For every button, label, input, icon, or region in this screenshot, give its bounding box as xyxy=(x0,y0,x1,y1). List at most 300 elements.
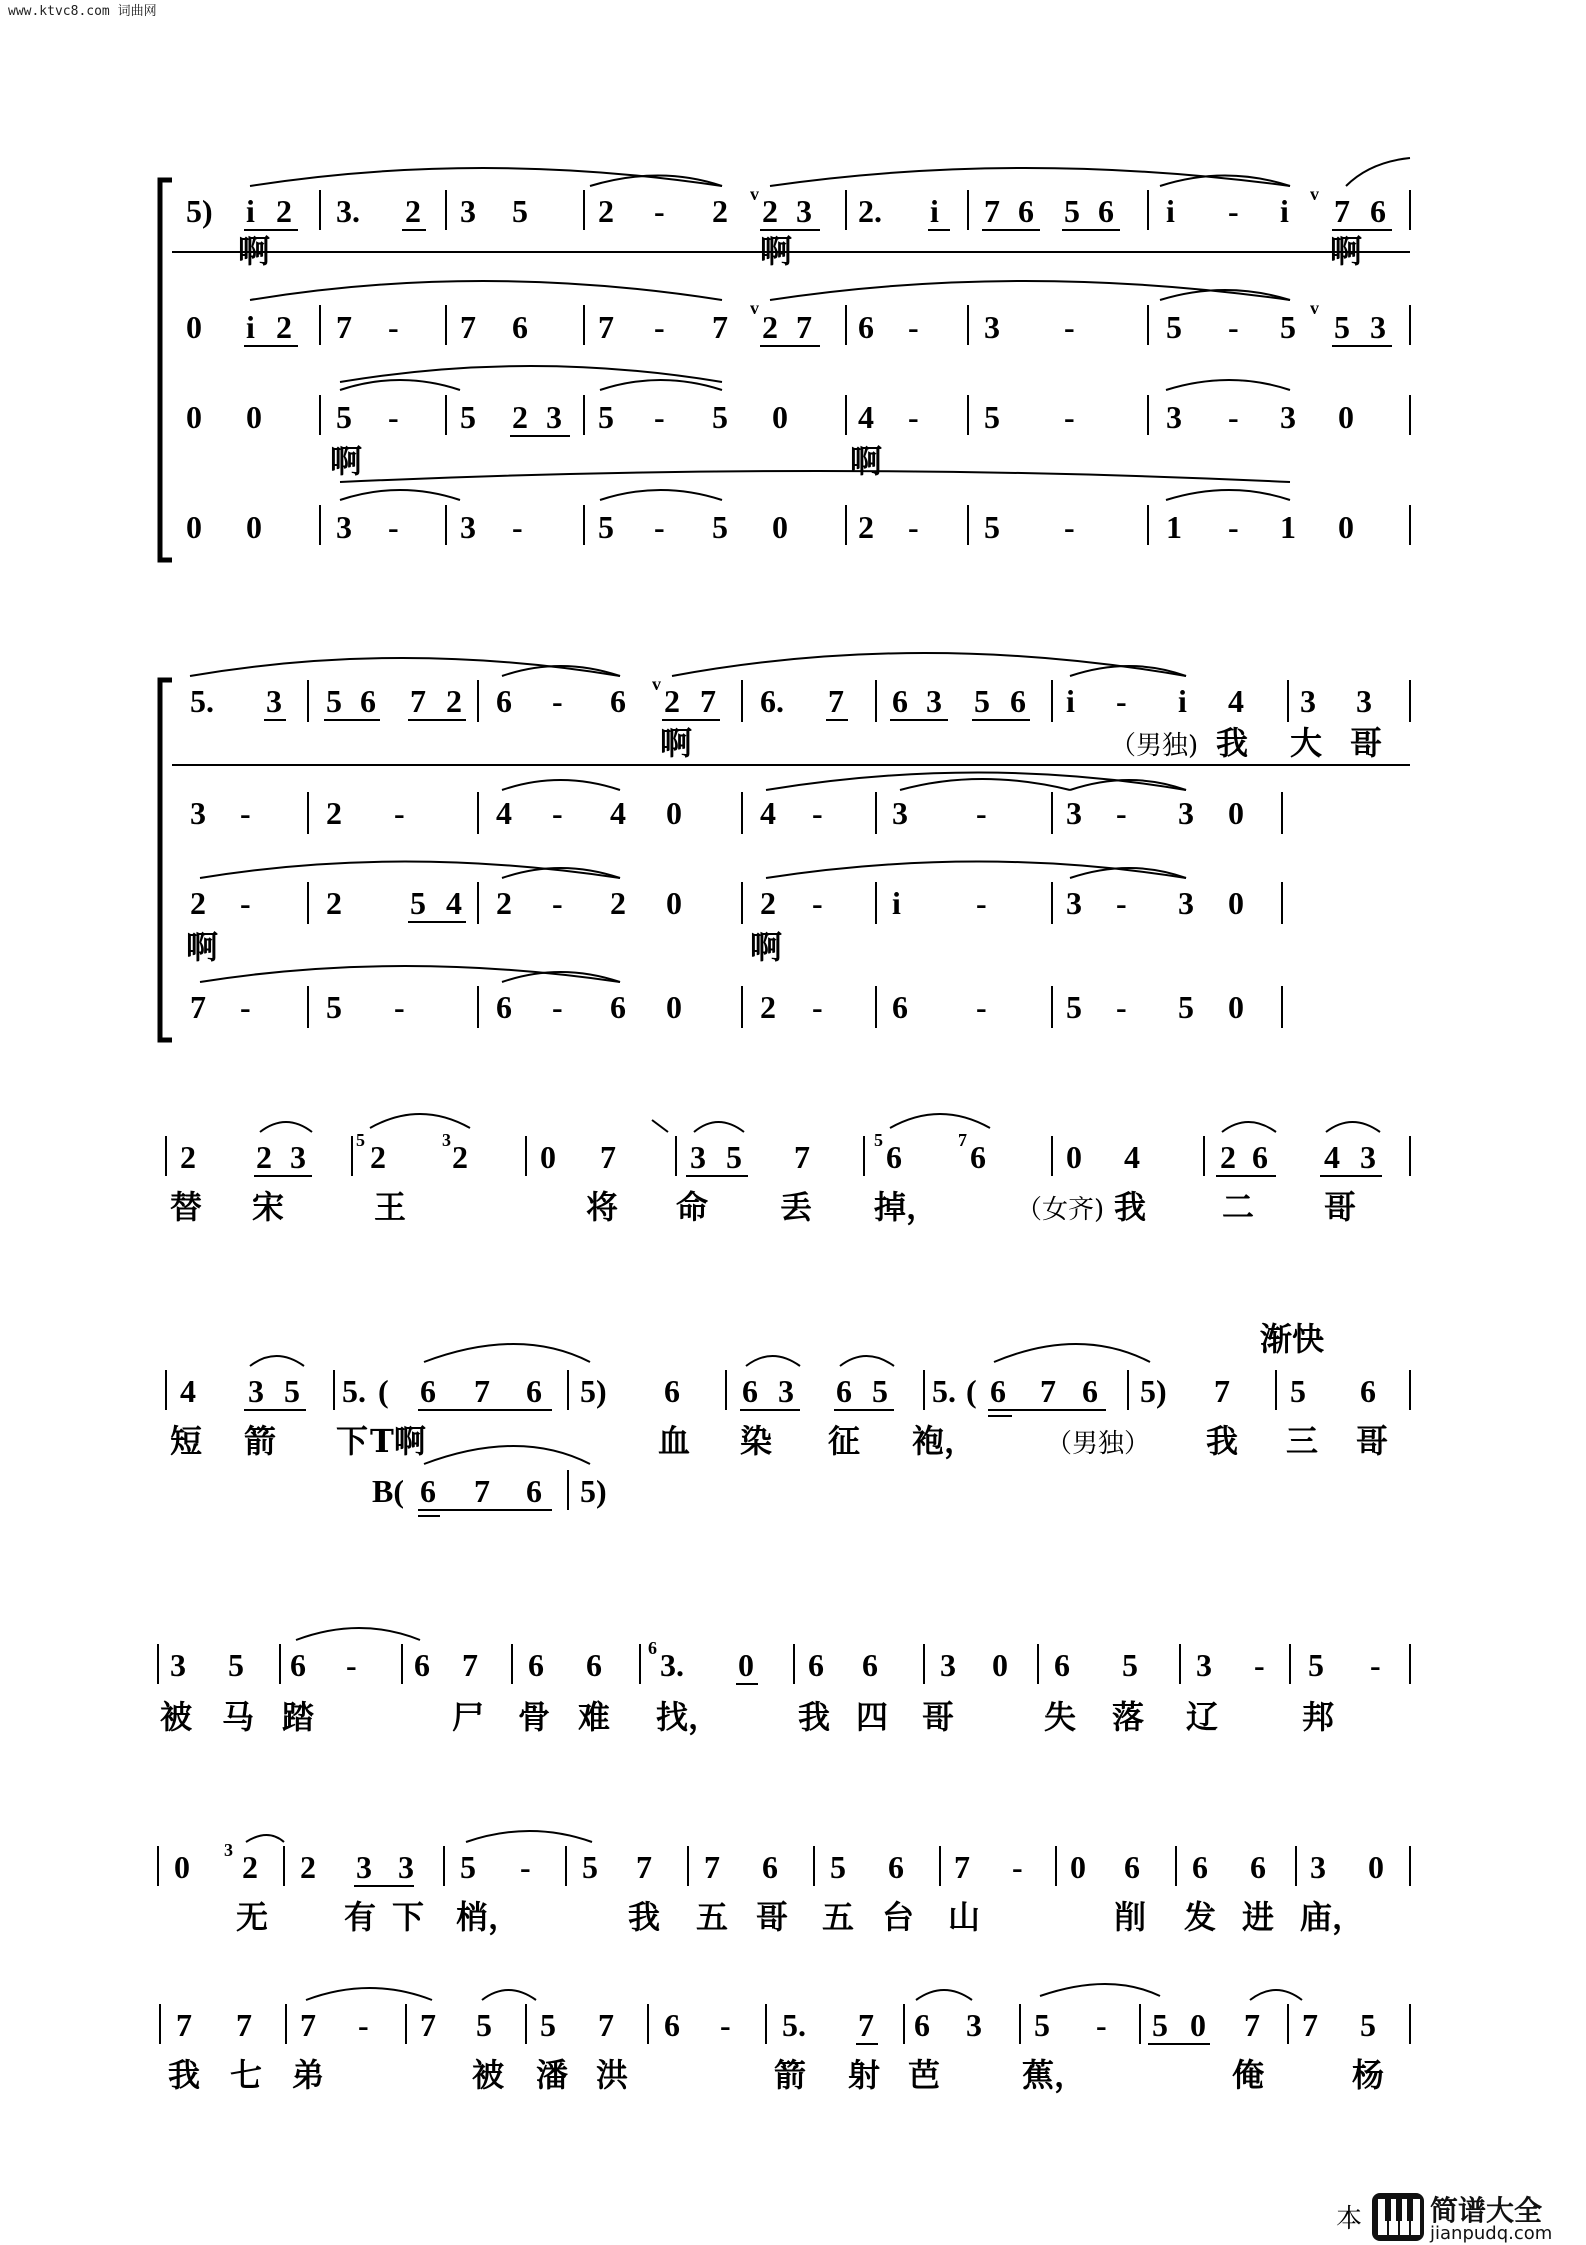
svg-text:-: - xyxy=(388,509,399,545)
svg-text:2: 2 xyxy=(858,509,874,545)
svg-text:7: 7 xyxy=(598,309,614,345)
svg-text:0: 0 xyxy=(666,885,682,921)
svg-text:6: 6 xyxy=(1098,193,1114,229)
svg-text:3: 3 xyxy=(1310,1849,1326,1885)
svg-text:0: 0 xyxy=(666,989,682,1025)
svg-text:-: - xyxy=(976,885,987,921)
svg-text:-: - xyxy=(240,885,251,921)
svg-text:2: 2 xyxy=(760,989,776,1025)
svg-text:箭: 箭 xyxy=(244,1422,277,1460)
svg-text:0: 0 xyxy=(540,1139,556,1175)
svg-text:6: 6 xyxy=(1124,1849,1140,1885)
svg-text:1: 1 xyxy=(1280,509,1296,545)
svg-text:5: 5 xyxy=(410,885,426,921)
svg-text:我: 我 xyxy=(1114,1188,1147,1226)
svg-text:-: - xyxy=(1012,1849,1023,1885)
svg-text:（男独): （男独) xyxy=(1110,731,1199,761)
svg-text:0: 0 xyxy=(246,399,262,435)
svg-text:3: 3 xyxy=(460,193,476,229)
svg-text:三: 三 xyxy=(1286,1422,1319,1460)
svg-text:3: 3 xyxy=(290,1139,306,1175)
svg-text:2: 2 xyxy=(256,1139,272,1175)
svg-text:7: 7 xyxy=(984,193,1000,229)
svg-text:6: 6 xyxy=(858,309,874,345)
svg-text:杨: 杨 xyxy=(1352,2056,1385,2094)
svg-text:5): 5) xyxy=(1140,1373,1167,1409)
svg-text:哥: 哥 xyxy=(756,1898,789,1936)
svg-text:蕉，: 蕉， xyxy=(1022,2056,1087,2094)
svg-text:-: - xyxy=(812,795,823,831)
svg-text:3: 3 xyxy=(460,509,476,545)
line-7 xyxy=(160,1984,1410,2094)
svg-text:0: 0 xyxy=(1228,989,1244,1025)
svg-text:0: 0 xyxy=(186,509,202,545)
svg-text:6: 6 xyxy=(762,1849,778,1885)
svg-text:5: 5 xyxy=(598,399,614,435)
svg-text:7: 7 xyxy=(236,2007,252,2043)
svg-text:0: 0 xyxy=(772,399,788,435)
svg-text:7: 7 xyxy=(858,2007,874,2043)
svg-text:啊: 啊 xyxy=(238,232,271,270)
svg-text:7: 7 xyxy=(600,1139,616,1175)
svg-text:7: 7 xyxy=(474,1373,490,1409)
svg-text:3: 3 xyxy=(1166,399,1182,435)
svg-text:0: 0 xyxy=(738,1647,754,1683)
svg-text:2: 2 xyxy=(190,885,206,921)
svg-text:征: 征 xyxy=(828,1422,861,1460)
svg-text:3: 3 xyxy=(356,1849,372,1885)
svg-text:6: 6 xyxy=(1360,1373,1376,1409)
svg-text:0: 0 xyxy=(1228,885,1244,921)
svg-text:我: 我 xyxy=(1216,724,1249,762)
svg-text:落: 落 xyxy=(1112,1698,1145,1736)
svg-text:（男独）: （男独） xyxy=(1046,1429,1151,1459)
svg-text:3: 3 xyxy=(1370,309,1386,345)
svg-text:6: 6 xyxy=(1054,1647,1070,1683)
svg-text:6: 6 xyxy=(648,1638,657,1658)
svg-text:啊: 啊 xyxy=(760,232,793,270)
svg-text:-: - xyxy=(654,193,665,229)
svg-text:7: 7 xyxy=(794,1139,810,1175)
system-2 xyxy=(172,653,1410,1028)
svg-text:6: 6 xyxy=(1250,1849,1266,1885)
svg-text:-: - xyxy=(1228,399,1239,435)
svg-text:-: - xyxy=(1096,2007,1107,2043)
svg-text:5: 5 xyxy=(974,683,990,719)
svg-text:6: 6 xyxy=(990,1373,1006,1409)
svg-text:-: - xyxy=(812,989,823,1025)
svg-text:难: 难 xyxy=(578,1698,611,1736)
svg-text:i: i xyxy=(892,885,901,921)
svg-text:-: - xyxy=(908,309,919,345)
svg-text:6: 6 xyxy=(610,989,626,1025)
svg-text:B(: B( xyxy=(372,1473,404,1509)
svg-text:5: 5 xyxy=(1290,1373,1306,1409)
svg-text:3: 3 xyxy=(966,2007,982,2043)
svg-text:4: 4 xyxy=(496,795,512,831)
svg-text:无: 无 xyxy=(236,1898,269,1936)
svg-text:2: 2 xyxy=(326,795,342,831)
svg-text:3: 3 xyxy=(926,683,942,719)
svg-text:v: v xyxy=(1310,298,1319,318)
svg-text:2: 2 xyxy=(1220,1139,1236,1175)
svg-text:2: 2 xyxy=(276,193,292,229)
svg-text:5): 5) xyxy=(186,193,213,229)
svg-text:被: 被 xyxy=(472,2056,505,2094)
svg-text:下: 下 xyxy=(392,1898,425,1936)
svg-text:(: ( xyxy=(378,1373,389,1409)
svg-text:3: 3 xyxy=(224,1840,233,1860)
svg-text:5: 5 xyxy=(326,683,342,719)
svg-text:-: - xyxy=(388,309,399,345)
svg-text:0: 0 xyxy=(772,509,788,545)
svg-text:进: 进 xyxy=(1242,1898,1275,1936)
svg-text:-: - xyxy=(812,885,823,921)
svg-text:-: - xyxy=(1116,885,1127,921)
svg-text:6: 6 xyxy=(892,989,908,1025)
svg-text:6: 6 xyxy=(1192,1849,1208,1885)
svg-text:0: 0 xyxy=(1338,509,1354,545)
svg-text:5: 5 xyxy=(460,399,476,435)
svg-text:-: - xyxy=(1228,309,1239,345)
svg-text:6: 6 xyxy=(610,683,626,719)
svg-text:2: 2 xyxy=(610,885,626,921)
svg-text:3: 3 xyxy=(1356,683,1372,719)
svg-text:7: 7 xyxy=(1334,193,1350,229)
svg-text:2: 2 xyxy=(300,1849,316,1885)
system-1 xyxy=(172,158,1410,545)
svg-text:芭: 芭 xyxy=(908,2056,941,2094)
svg-text:我: 我 xyxy=(798,1698,831,1736)
piano-icon xyxy=(1370,2189,1426,2245)
svg-text:5: 5 xyxy=(712,399,728,435)
svg-text:-: - xyxy=(1370,1647,1381,1683)
svg-text:5.: 5. xyxy=(932,1373,956,1409)
svg-text:0: 0 xyxy=(1066,1139,1082,1175)
svg-text:0: 0 xyxy=(186,309,202,345)
svg-text:啊: 啊 xyxy=(186,928,219,966)
svg-text:2: 2 xyxy=(496,885,512,921)
svg-text:-: - xyxy=(394,795,405,831)
svg-text:山: 山 xyxy=(948,1898,981,1936)
svg-text:5: 5 xyxy=(512,193,528,229)
svg-text:宋: 宋 xyxy=(252,1188,285,1226)
svg-text:v: v xyxy=(750,298,759,318)
svg-text:6: 6 xyxy=(512,309,528,345)
svg-text:7: 7 xyxy=(828,683,844,719)
svg-text:T啊: T啊 xyxy=(370,1422,426,1460)
svg-text:5: 5 xyxy=(726,1139,742,1175)
page-number: 本 xyxy=(1336,2204,1363,2234)
svg-text:5: 5 xyxy=(326,989,342,1025)
svg-text:-: - xyxy=(520,1849,531,1885)
svg-text:七: 七 xyxy=(230,2056,263,2094)
svg-text:3: 3 xyxy=(892,795,908,831)
svg-text:潘: 潘 xyxy=(536,2056,569,2094)
svg-text:2: 2 xyxy=(760,885,776,921)
svg-text:-: - xyxy=(908,399,919,435)
svg-text:6: 6 xyxy=(528,1647,544,1683)
svg-text:（女齐): （女齐) xyxy=(1016,1195,1105,1225)
svg-text:袍，: 袍， xyxy=(912,1422,977,1460)
svg-text:7: 7 xyxy=(1214,1373,1230,1409)
svg-text:7: 7 xyxy=(598,2007,614,2043)
svg-text:6: 6 xyxy=(414,1647,430,1683)
svg-text:哥: 哥 xyxy=(1356,1422,1389,1460)
svg-text:5): 5) xyxy=(580,1473,607,1509)
svg-text:削: 削 xyxy=(1114,1898,1147,1936)
svg-text:5: 5 xyxy=(984,509,1000,545)
svg-text:-: - xyxy=(976,989,987,1025)
svg-text:啊: 啊 xyxy=(660,724,693,762)
svg-text:-: - xyxy=(358,2007,369,2043)
svg-text:5: 5 xyxy=(984,399,1000,435)
svg-text:-: - xyxy=(1064,509,1075,545)
svg-text:-: - xyxy=(1064,309,1075,345)
svg-text:2: 2 xyxy=(762,193,778,229)
svg-text:-: - xyxy=(346,1647,357,1683)
svg-text:5: 5 xyxy=(540,2007,556,2043)
svg-text:2: 2 xyxy=(405,193,421,229)
svg-text:5: 5 xyxy=(1064,193,1080,229)
svg-text:7: 7 xyxy=(712,309,728,345)
svg-text:i: i xyxy=(930,193,939,229)
svg-text:6: 6 xyxy=(420,1373,436,1409)
svg-text:5: 5 xyxy=(582,1849,598,1885)
svg-text:i: i xyxy=(1166,193,1175,229)
svg-text:6: 6 xyxy=(290,1647,306,1683)
svg-text:2: 2 xyxy=(180,1139,196,1175)
svg-text:3: 3 xyxy=(190,795,206,831)
svg-text:踏: 踏 xyxy=(282,1698,315,1736)
svg-text:6: 6 xyxy=(836,1373,852,1409)
svg-text:0: 0 xyxy=(1070,1849,1086,1885)
svg-text:4: 4 xyxy=(446,885,462,921)
svg-text:7: 7 xyxy=(1302,2007,1318,2043)
svg-text:7: 7 xyxy=(176,2007,192,2043)
svg-text:2: 2 xyxy=(762,309,778,345)
svg-text:二: 二 xyxy=(1222,1188,1255,1226)
svg-text:4: 4 xyxy=(610,795,626,831)
svg-text:3: 3 xyxy=(1178,795,1194,831)
svg-text:3.: 3. xyxy=(660,1647,684,1683)
svg-text:3: 3 xyxy=(1178,885,1194,921)
svg-text:-: - xyxy=(1116,989,1127,1025)
svg-text:五: 五 xyxy=(696,1898,729,1936)
line-5 xyxy=(158,1628,1410,1736)
svg-text:找，: 找， xyxy=(656,1698,721,1736)
svg-text:俺: 俺 xyxy=(1232,2056,1265,2094)
svg-text:7: 7 xyxy=(796,309,812,345)
svg-text:2: 2 xyxy=(664,683,680,719)
svg-text:命: 命 xyxy=(676,1188,709,1226)
svg-text:3.: 3. xyxy=(336,193,360,229)
svg-text:5: 5 xyxy=(1034,2007,1050,2043)
svg-text:5: 5 xyxy=(336,399,352,435)
svg-text:3: 3 xyxy=(248,1373,264,1409)
svg-text:-: - xyxy=(720,2007,731,2043)
svg-text:5: 5 xyxy=(1308,1647,1324,1683)
svg-text:-: - xyxy=(908,509,919,545)
svg-text:i: i xyxy=(246,309,255,345)
svg-text:5: 5 xyxy=(598,509,614,545)
svg-text:骨: 骨 xyxy=(518,1698,551,1736)
svg-text:2: 2 xyxy=(512,399,528,435)
svg-text:我: 我 xyxy=(1206,1422,1239,1460)
svg-text:6: 6 xyxy=(970,1139,986,1175)
svg-text:5: 5 xyxy=(1122,1647,1138,1683)
svg-text:弟: 弟 xyxy=(292,2056,325,2094)
svg-text:6: 6 xyxy=(1010,683,1026,719)
svg-text:五: 五 xyxy=(822,1898,855,1936)
svg-text:3: 3 xyxy=(170,1647,186,1683)
svg-text:6: 6 xyxy=(808,1647,824,1683)
svg-text:3: 3 xyxy=(442,1130,451,1150)
svg-text:哥: 哥 xyxy=(922,1698,955,1736)
svg-text:-: - xyxy=(240,795,251,831)
svg-text:3: 3 xyxy=(778,1373,794,1409)
svg-text:6: 6 xyxy=(1252,1139,1268,1175)
svg-text:6: 6 xyxy=(496,683,512,719)
svg-text:3: 3 xyxy=(690,1139,706,1175)
svg-text:7: 7 xyxy=(1244,2007,1260,2043)
svg-text:6: 6 xyxy=(742,1373,758,1409)
svg-text:-: - xyxy=(394,989,405,1025)
svg-text:我: 我 xyxy=(168,2056,201,2094)
svg-text:-: - xyxy=(654,399,665,435)
svg-text:5.: 5. xyxy=(342,1373,366,1409)
svg-text:4: 4 xyxy=(760,795,776,831)
svg-text:有: 有 xyxy=(344,1898,377,1936)
svg-text:啊: 啊 xyxy=(1330,232,1363,270)
svg-text:-: - xyxy=(1116,795,1127,831)
svg-text:发: 发 xyxy=(1184,1898,1217,1936)
svg-text:7: 7 xyxy=(1040,1373,1056,1409)
svg-text:王: 王 xyxy=(374,1188,407,1226)
svg-text:5: 5 xyxy=(228,1647,244,1683)
svg-text:3: 3 xyxy=(1066,795,1082,831)
svg-text:i: i xyxy=(1178,683,1187,719)
svg-text:哥: 哥 xyxy=(1324,1188,1357,1226)
svg-text:7: 7 xyxy=(704,1849,720,1885)
svg-text:2: 2 xyxy=(276,309,292,345)
svg-text:3: 3 xyxy=(1196,1647,1212,1683)
svg-text:2: 2 xyxy=(370,1139,386,1175)
svg-text:-: - xyxy=(976,795,987,831)
line-3 xyxy=(166,1114,1410,1226)
svg-text:7: 7 xyxy=(410,683,426,719)
svg-text:四: 四 xyxy=(856,1698,889,1736)
svg-text:6: 6 xyxy=(420,1473,436,1509)
svg-text:6: 6 xyxy=(892,683,908,719)
svg-text:6: 6 xyxy=(586,1647,602,1683)
svg-text:2: 2 xyxy=(446,683,462,719)
svg-text:5: 5 xyxy=(1360,2007,1376,2043)
svg-text:5: 5 xyxy=(1152,2007,1168,2043)
svg-text:5.: 5. xyxy=(190,683,214,719)
svg-text:(: ( xyxy=(966,1373,977,1409)
svg-text:被: 被 xyxy=(160,1698,193,1736)
svg-text:4: 4 xyxy=(1324,1139,1340,1175)
svg-text:4: 4 xyxy=(180,1373,196,1409)
svg-text:2.: 2. xyxy=(858,193,882,229)
svg-text:替: 替 xyxy=(170,1188,203,1226)
svg-text:6: 6 xyxy=(1018,193,1034,229)
svg-text:-: - xyxy=(1064,399,1075,435)
svg-text:3: 3 xyxy=(1360,1139,1376,1175)
svg-text:5: 5 xyxy=(872,1373,888,1409)
svg-text:-: - xyxy=(654,509,665,545)
svg-text:5: 5 xyxy=(1178,989,1194,1025)
svg-text:3: 3 xyxy=(266,683,282,719)
svg-text:5.: 5. xyxy=(782,2007,806,2043)
svg-text:洪: 洪 xyxy=(596,2056,629,2094)
svg-text:5: 5 xyxy=(356,1130,365,1150)
svg-text:7: 7 xyxy=(700,683,716,719)
svg-text:6: 6 xyxy=(862,1647,878,1683)
svg-text:5: 5 xyxy=(830,1849,846,1885)
svg-text:0: 0 xyxy=(174,1849,190,1885)
svg-text:大: 大 xyxy=(1290,724,1323,762)
svg-text:5: 5 xyxy=(1166,309,1182,345)
svg-text:3: 3 xyxy=(1280,399,1296,435)
svg-text:6: 6 xyxy=(914,2007,930,2043)
svg-text:7: 7 xyxy=(462,1647,478,1683)
svg-text:7: 7 xyxy=(420,2007,436,2043)
svg-text:2: 2 xyxy=(598,193,614,229)
svg-text:-: - xyxy=(552,885,563,921)
svg-text:i: i xyxy=(246,193,255,229)
svg-text:7: 7 xyxy=(958,1130,967,1150)
svg-text:台: 台 xyxy=(882,1898,915,1936)
svg-text:失: 失 xyxy=(1044,1698,1077,1736)
svg-text:3: 3 xyxy=(398,1849,414,1885)
svg-text:v: v xyxy=(750,184,759,204)
svg-text:i: i xyxy=(1280,193,1289,229)
svg-text:0: 0 xyxy=(186,399,202,435)
svg-text:7: 7 xyxy=(636,1849,652,1885)
svg-text:3: 3 xyxy=(940,1647,956,1683)
svg-text:射: 射 xyxy=(848,2056,881,2094)
svg-text:5: 5 xyxy=(874,1130,883,1150)
svg-text:3: 3 xyxy=(336,509,352,545)
svg-text:辽: 辽 xyxy=(1186,1698,1219,1736)
svg-text:马: 马 xyxy=(222,1698,255,1736)
svg-text:5: 5 xyxy=(1334,309,1350,345)
svg-text:-: - xyxy=(240,989,251,1025)
svg-text:哥: 哥 xyxy=(1350,724,1383,762)
svg-text:6: 6 xyxy=(888,1849,904,1885)
svg-text:5: 5 xyxy=(1066,989,1082,1025)
svg-text:7: 7 xyxy=(190,989,206,1025)
svg-text:6: 6 xyxy=(496,989,512,1025)
svg-text:0: 0 xyxy=(1228,795,1244,831)
svg-text:尸: 尸 xyxy=(452,1698,485,1736)
svg-text:7: 7 xyxy=(460,309,476,345)
logo-url[interactable]: jianpudq.com xyxy=(1430,2223,1553,2244)
svg-text:0: 0 xyxy=(1338,399,1354,435)
svg-text:v: v xyxy=(1310,184,1319,204)
line-4 xyxy=(166,1320,1410,1516)
svg-text:2: 2 xyxy=(712,193,728,229)
svg-text:0: 0 xyxy=(1368,1849,1384,1885)
svg-text:6: 6 xyxy=(1082,1373,1098,1409)
svg-text:5: 5 xyxy=(284,1373,300,1409)
svg-text:短: 短 xyxy=(170,1422,203,1460)
svg-text:-: - xyxy=(1116,683,1127,719)
svg-text:-: - xyxy=(552,683,563,719)
svg-text:7: 7 xyxy=(300,2007,316,2043)
